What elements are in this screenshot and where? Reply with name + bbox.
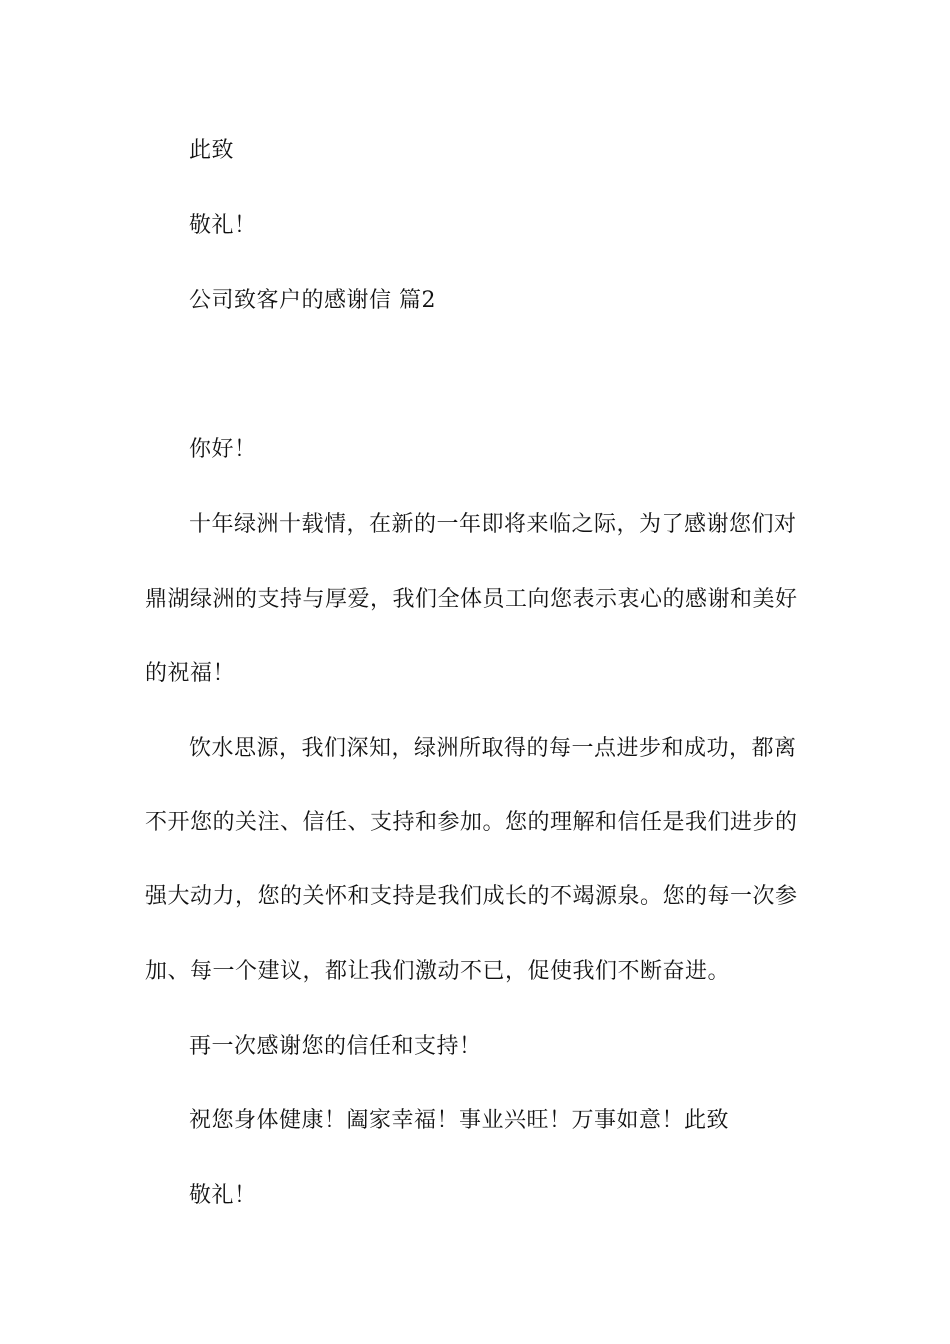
paragraph-line: 不开您的关注、信任、支持和参加。您的理解和信任是我们进步的 xyxy=(145,810,798,835)
paragraph-line: 加、每一个建议，都让我们激动不已，促使我们不断奋进。 xyxy=(145,959,731,984)
salute-line: 敬礼！ xyxy=(189,213,257,238)
greeting-line: 你好！ xyxy=(189,437,257,462)
wishes-line: 祝您身体健康！阖家幸福！事业兴旺！万事如意！此致 xyxy=(189,1108,730,1133)
salute-line: 敬礼！ xyxy=(189,1183,257,1208)
paragraph-line: 鼎湖绿洲的支持与厚爱，我们全体员工向您表示衷心的感谢和美好 xyxy=(145,587,798,612)
section-heading: 公司致客户的感谢信 篇2 xyxy=(189,288,436,313)
closing-line: 此致 xyxy=(189,138,235,163)
paragraph-line: 强大动力，您的关怀和支持是我们成长的不竭源泉。您的每一次参 xyxy=(145,884,798,909)
paragraph-line: 饮水思源，我们深知，绿洲所取得的每一点进步和成功，都离 xyxy=(189,736,797,761)
paragraph-line: 的祝福！ xyxy=(145,661,236,686)
paragraph-line: 十年绿洲十载情，在新的一年即将来临之际，为了感谢您们对 xyxy=(189,512,797,537)
paragraph-line: 再一次感谢您的信任和支持！ xyxy=(189,1034,482,1059)
